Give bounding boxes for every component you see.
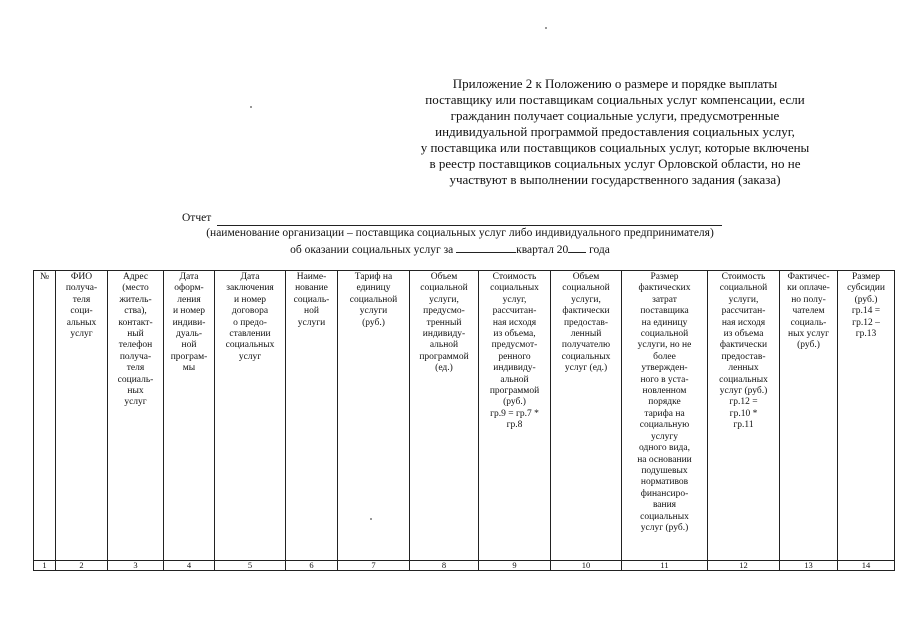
column-number: 11	[622, 561, 708, 571]
column-header-7: Тариф на единицу социальной услуги (руб.)	[338, 271, 410, 561]
header-line: в реестр поставщиков социальных услуг Орловской области, но не	[429, 156, 801, 171]
period-mid: квартал 20	[516, 244, 569, 256]
period-suffix: года	[589, 244, 610, 256]
scan-speck	[545, 27, 547, 29]
column-header-2: ФИО получа- теля соци- альных услуг	[56, 271, 108, 561]
column-header-13: Фактичес- ки оплаче- но полу- чателем социаль- ных услуг (руб.)	[780, 271, 838, 561]
report-line	[182, 211, 760, 226]
header-line: индивидуальной программой предоставления социальных услуг,	[435, 124, 795, 139]
column-header-5: Дата заключения и номер договора о предо- ставлении социальных услуг	[215, 271, 286, 561]
column-header-12: Стоимость социальной услуги, рассчитан- ная исходя из объема фактически предостав- ленных социальных услуг (руб.) гр.12 = гр.10 * гр.11	[708, 271, 780, 561]
column-header-4: Дата оформ- ления и номер индиви- дуаль- ной програм- мы	[164, 271, 215, 561]
year-blank	[568, 241, 586, 253]
quarter-blank	[456, 241, 516, 253]
column-header-11: Размер фактических затрат поставщика на единицу социальной услуги, но не более утвержден- ного в уста- новленном порядке тарифа на социальную услугу одного вида, на основании подушевых нормативов финансиро- вания социальных услуг (руб.)	[622, 271, 708, 561]
column-header-9: Стоимость социальных услуг, рассчитан- ная исходя из объема, предусмот- ренного индивиду- альной программой (руб.) гр.9 = гр.7 * гр.8	[479, 271, 551, 561]
table-header-row	[34, 271, 895, 561]
column-number: 6	[286, 561, 338, 571]
column-number: 3	[108, 561, 164, 571]
column-number: 1	[34, 561, 56, 571]
column-number: 13	[780, 561, 838, 571]
column-number-row	[34, 561, 895, 571]
column-header-10: Объем социальной услуги, фактически предостав- ленный получателю социальных услуг (ед.)	[551, 271, 622, 561]
header-line: Приложение 2 к Положению о размере и порядке выплаты	[452, 76, 778, 91]
header-line: у поставщика или поставщиков социальных услуг, которые включены	[420, 140, 810, 155]
org-name-blank	[217, 213, 722, 226]
header-line: поставщику или поставщикам социальных услуг компенсации, если	[425, 92, 805, 107]
column-header-3: Адрес (место житель- ства), контакт- ный телефон получа- теля социаль- ных услуг	[108, 271, 164, 561]
header-line: участвуют в выполнении государственного задания (заказа)	[449, 172, 781, 187]
appendix-header	[300, 76, 905, 188]
org-caption: (наименование организации – поставщика социальных услуг либо индивидуального предпринимателя)	[206, 227, 714, 239]
column-number: 7	[338, 561, 410, 571]
column-number: 2	[56, 561, 108, 571]
column-header-8: Объем социальной услуги, предусмо- тренный индивиду- альной программой (ед.)	[410, 271, 479, 561]
report-table	[33, 270, 895, 571]
header-line: гражданин получает социальные услуги, предусмотренные	[450, 108, 780, 123]
column-header-6: Наиме- нование социаль- ной услуги	[286, 271, 338, 561]
column-header-14: Размер субсидии (руб.) гр.14 = гр.12 – гр.13	[838, 271, 895, 561]
column-header-1: №	[34, 271, 56, 561]
column-number: 9	[479, 561, 551, 571]
period-prefix: об оказании социальных услуг за	[290, 244, 454, 256]
column-number: 14	[838, 561, 895, 571]
period-line	[140, 241, 760, 258]
column-number: 12	[708, 561, 780, 571]
report-title-block	[150, 211, 760, 258]
report-label: Отчет	[182, 212, 212, 224]
column-number: 5	[215, 561, 286, 571]
scan-speck	[370, 518, 372, 520]
column-number: 10	[551, 561, 622, 571]
column-number: 4	[164, 561, 215, 571]
column-number: 8	[410, 561, 479, 571]
scan-speck	[250, 106, 252, 108]
